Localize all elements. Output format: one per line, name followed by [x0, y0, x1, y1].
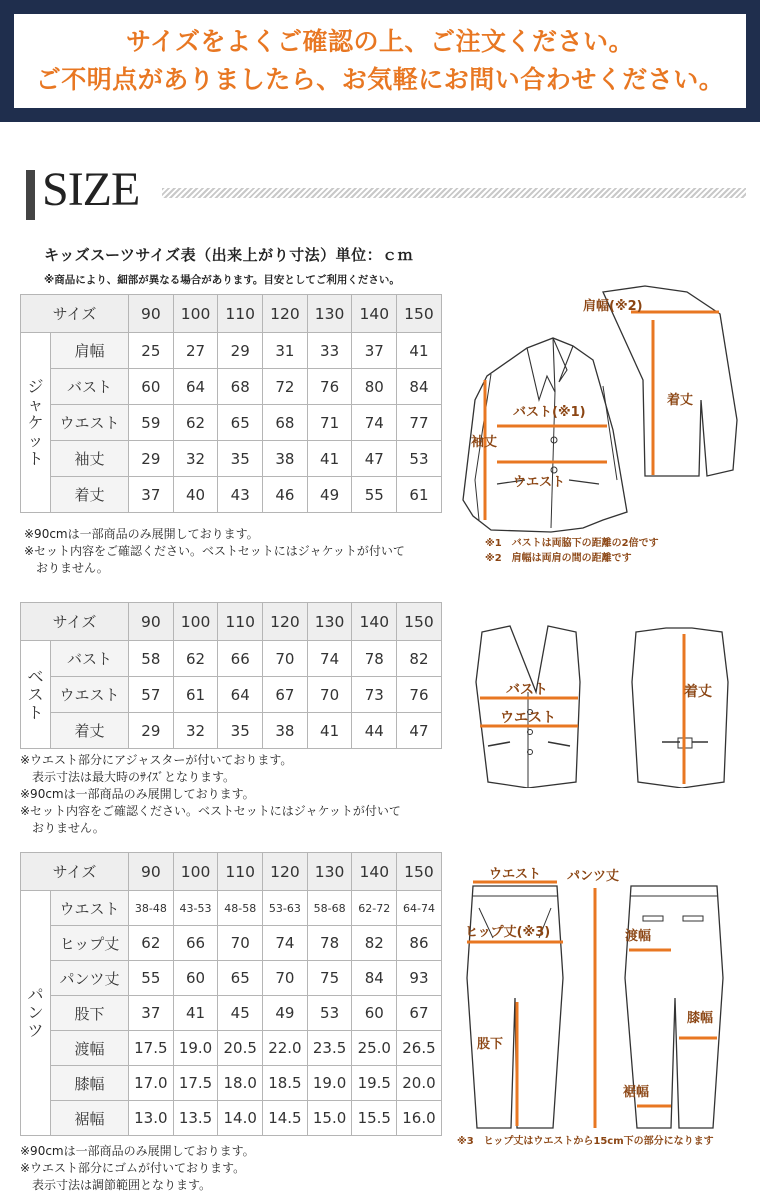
cell: 38 [263, 713, 308, 749]
pants-hip-label: ヒップ丈(※3) [465, 925, 551, 940]
note-line: ※90cmは一部商品のみ展開しております。 [20, 787, 255, 801]
cell: 72 [263, 369, 308, 405]
cell: 29 [218, 333, 263, 369]
table-header-row [21, 603, 442, 641]
cell: 53 [307, 996, 352, 1031]
table-row [21, 713, 442, 749]
size-col: 150 [397, 295, 442, 333]
table-row [21, 333, 442, 369]
cell: 49 [307, 477, 352, 513]
cell: 74 [352, 405, 397, 441]
size-col: 100 [173, 853, 218, 891]
cell: 84 [397, 369, 442, 405]
category-cell: パンツ [21, 891, 51, 1136]
cell: 14.0 [218, 1101, 263, 1136]
cell: 70 [263, 641, 308, 677]
cell: 19.5 [352, 1066, 397, 1101]
cell: 25.0 [352, 1031, 397, 1066]
cell: 82 [352, 926, 397, 961]
size-col: 90 [129, 295, 174, 333]
cell: 25 [129, 333, 174, 369]
pants-knee-label: 膝幅 [687, 1011, 714, 1026]
cell: 64-74 [397, 891, 442, 926]
row-label: バスト [51, 369, 129, 405]
cell: 43 [218, 477, 263, 513]
vest-waist-label: ウエスト [500, 710, 556, 726]
cell: 70 [218, 926, 263, 961]
cell: 65 [218, 405, 263, 441]
vest-notes [20, 752, 401, 837]
cell: 66 [218, 641, 263, 677]
cell: 47 [352, 441, 397, 477]
row-label: 渡幅 [51, 1031, 129, 1066]
note-line: おりません。 [24, 561, 109, 575]
row-label: 肩幅 [51, 333, 129, 369]
table-row [21, 441, 442, 477]
cell: 46 [263, 477, 308, 513]
cell: 22.0 [263, 1031, 308, 1066]
row-label: 着丈 [51, 477, 129, 513]
note-line: 表示寸法は最大時のｻｲｽﾞとなります。 [20, 770, 236, 784]
note-line: ※セット内容をご確認ください。ベストセットにはジャケットが付いて [24, 544, 405, 558]
cell: 20.5 [218, 1031, 263, 1066]
cell: 14.5 [263, 1101, 308, 1136]
cell: 49 [263, 996, 308, 1031]
cell: 70 [263, 961, 308, 996]
size-col: 100 [173, 603, 218, 641]
size-col: 110 [218, 853, 263, 891]
table-row [21, 926, 442, 961]
cell: 29 [129, 713, 174, 749]
cell: 67 [263, 677, 308, 713]
table-subtitle: ※商品により、細部が異なる場合があります。目安としてご利用ください。 [44, 274, 400, 286]
size-heading [26, 163, 746, 224]
cell: 35 [218, 441, 263, 477]
size-col: 140 [352, 853, 397, 891]
cell: 78 [307, 926, 352, 961]
cell: 75 [307, 961, 352, 996]
size-col: 120 [263, 295, 308, 333]
table-row [21, 1101, 442, 1136]
cell: 62 [129, 926, 174, 961]
cell: 55 [352, 477, 397, 513]
jacket-sleeve-label: 袖丈 [471, 435, 498, 450]
cell: 41 [173, 996, 218, 1031]
cell: 15.0 [307, 1101, 352, 1136]
category-cell: ジャケット [21, 333, 51, 513]
note-line: ※セット内容をご確認ください。ベストセットにはジャケットが付いて [20, 804, 401, 818]
cell: 74 [307, 641, 352, 677]
cell: 13.0 [129, 1101, 174, 1136]
table-row [21, 1031, 442, 1066]
jacket-note-1: ※1 バストは両脇下の距離の2倍です [485, 538, 659, 549]
pants-waist-label: ウエスト [489, 867, 542, 882]
cell: 37 [129, 477, 174, 513]
size-col: 150 [397, 603, 442, 641]
cell: 31 [263, 333, 308, 369]
vest-illustration [466, 622, 756, 788]
cell: 57 [129, 677, 174, 713]
note-line: ※90cmは一部商品のみ展開しております。 [24, 527, 259, 541]
cell: 17.5 [173, 1066, 218, 1101]
jacket-bust-label: バスト(※1) [513, 405, 586, 420]
cell: 37 [352, 333, 397, 369]
cell: 18.5 [263, 1066, 308, 1101]
jacket-note-2: ※2 肩幅は両肩の間の距離です [485, 553, 632, 564]
row-label: 股下 [51, 996, 129, 1031]
cell: 23.5 [307, 1031, 352, 1066]
cell: 93 [397, 961, 442, 996]
cell: 18.0 [218, 1066, 263, 1101]
cell: 45 [218, 996, 263, 1031]
cell: 53 [397, 441, 442, 477]
jacket-length-label: 着丈 [667, 393, 694, 408]
jacket-size-table [20, 294, 442, 513]
cell: 78 [352, 641, 397, 677]
cell: 13.5 [173, 1101, 218, 1136]
size-col: 120 [263, 853, 308, 891]
size-col: 140 [352, 295, 397, 333]
row-label: 裾幅 [51, 1101, 129, 1136]
cell: 60 [173, 961, 218, 996]
cell: 60 [129, 369, 174, 405]
cell: 77 [397, 405, 442, 441]
cell: 41 [307, 441, 352, 477]
cell: 29 [129, 441, 174, 477]
row-label: ヒップ丈 [51, 926, 129, 961]
cell: 26.5 [397, 1031, 442, 1066]
pants-size-table [20, 852, 442, 1136]
jacket-notes [24, 526, 405, 577]
cell: 16.0 [397, 1101, 442, 1136]
cell: 19.0 [307, 1066, 352, 1101]
cell: 62 [173, 405, 218, 441]
cell: 53-63 [263, 891, 308, 926]
cell: 58 [129, 641, 174, 677]
banner-box [14, 14, 746, 108]
cell: 17.5 [129, 1031, 174, 1066]
cell: 19.0 [173, 1031, 218, 1066]
cell: 47 [397, 713, 442, 749]
cell: 59 [129, 405, 174, 441]
vest-bust-label: バスト [506, 682, 548, 698]
cell: 33 [307, 333, 352, 369]
cell: 73 [352, 677, 397, 713]
cell: 48-58 [218, 891, 263, 926]
vest-length-label: 着丈 [684, 684, 712, 700]
cell: 74 [263, 926, 308, 961]
table-header-row [21, 853, 442, 891]
cell: 32 [173, 713, 218, 749]
row-label: パンツ丈 [51, 961, 129, 996]
size-header-label: サイズ [21, 295, 129, 333]
cell: 66 [173, 926, 218, 961]
cell: 61 [173, 677, 218, 713]
cell: 40 [173, 477, 218, 513]
table-row [21, 369, 442, 405]
pants-note-3: ※3 ヒップ丈はウエストから15cm下の部分になります [457, 1136, 714, 1147]
note-line: ※ウエスト部分にアジャスターが付いております。 [20, 753, 293, 767]
size-col: 90 [129, 603, 174, 641]
cell: 15.5 [352, 1101, 397, 1136]
size-col: 140 [352, 603, 397, 641]
table-row [21, 996, 442, 1031]
table-header-row [21, 295, 442, 333]
cell: 71 [307, 405, 352, 441]
table-row [21, 405, 442, 441]
cell: 64 [218, 677, 263, 713]
heading-bar [26, 170, 35, 220]
row-label: 膝幅 [51, 1066, 129, 1101]
cell: 58-68 [307, 891, 352, 926]
cell: 86 [397, 926, 442, 961]
cell: 76 [397, 677, 442, 713]
category-cell: ベスト [21, 641, 51, 749]
size-col: 130 [307, 853, 352, 891]
size-col: 130 [307, 603, 352, 641]
row-label: バスト [51, 641, 129, 677]
jacket-illustration [455, 280, 755, 580]
row-label: ウエスト [51, 405, 129, 441]
cell: 67 [397, 996, 442, 1031]
cell: 41 [307, 713, 352, 749]
cell: 70 [307, 677, 352, 713]
cell: 61 [397, 477, 442, 513]
note-line: おりません。 [20, 821, 105, 835]
pants-inseam-label: 股下 [477, 1037, 504, 1052]
cell: 64 [173, 369, 218, 405]
row-label: 袖丈 [51, 441, 129, 477]
cell: 44 [352, 713, 397, 749]
pants-hem-label: 裾幅 [623, 1085, 650, 1100]
cell: 32 [173, 441, 218, 477]
banner-line-2: ご不明点がありましたら、お気軽にお問い合わせください。 [35, 65, 725, 94]
jacket-shoulder-label: 肩幅(※2) [583, 299, 643, 314]
note-line: ※ウエスト部分にゴムが付いております。 [20, 1161, 246, 1175]
cell: 65 [218, 961, 263, 996]
table-row [21, 891, 442, 926]
cell: 38 [263, 441, 308, 477]
cell: 76 [307, 369, 352, 405]
pants-illustration [455, 858, 755, 1150]
banner-line-1: サイズをよくご確認の上、ご注文ください。 [125, 27, 634, 56]
cell: 84 [352, 961, 397, 996]
cell: 38-48 [129, 891, 174, 926]
cell: 17.0 [129, 1066, 174, 1101]
cell: 62-72 [352, 891, 397, 926]
table-title: キッズスーツサイズ表（出来上がり寸法）単位：ｃｍ [44, 246, 414, 264]
vest-size-table [20, 602, 442, 749]
cell: 80 [352, 369, 397, 405]
cell: 35 [218, 713, 263, 749]
size-header-label: サイズ [21, 603, 129, 641]
row-label: ウエスト [51, 677, 129, 713]
table-row [21, 477, 442, 513]
size-col: 120 [263, 603, 308, 641]
pants-thigh-label: 渡幅 [625, 929, 652, 944]
cell: 62 [173, 641, 218, 677]
size-col: 110 [218, 603, 263, 641]
size-col: 130 [307, 295, 352, 333]
size-col: 90 [129, 853, 174, 891]
row-label: 着丈 [51, 713, 129, 749]
table-row [21, 1066, 442, 1101]
size-col: 100 [173, 295, 218, 333]
cell: 68 [218, 369, 263, 405]
cell: 43-53 [173, 891, 218, 926]
heading-stripe [162, 188, 746, 198]
cell: 60 [352, 996, 397, 1031]
size-col: 150 [397, 853, 442, 891]
top-banner [0, 0, 760, 122]
table-row [21, 677, 442, 713]
cell: 27 [173, 333, 218, 369]
cell: 55 [129, 961, 174, 996]
heading-title: SIZE [42, 163, 140, 216]
note-line: ※90cmは一部商品のみ展開しております。 [20, 1144, 255, 1158]
pants-notes [20, 1143, 255, 1194]
cell: 37 [129, 996, 174, 1031]
cell: 82 [397, 641, 442, 677]
table-row [21, 961, 442, 996]
size-col: 110 [218, 295, 263, 333]
pants-length-label: パンツ丈 [567, 869, 620, 884]
note-line: 表示寸法は調節範囲となります。 [20, 1178, 212, 1192]
row-label: ウエスト [51, 891, 129, 926]
cell: 68 [263, 405, 308, 441]
jacket-waist-label: ウエスト [513, 475, 566, 490]
table-row [21, 641, 442, 677]
cell: 41 [397, 333, 442, 369]
size-header-label: サイズ [21, 853, 129, 891]
cell: 20.0 [397, 1066, 442, 1101]
